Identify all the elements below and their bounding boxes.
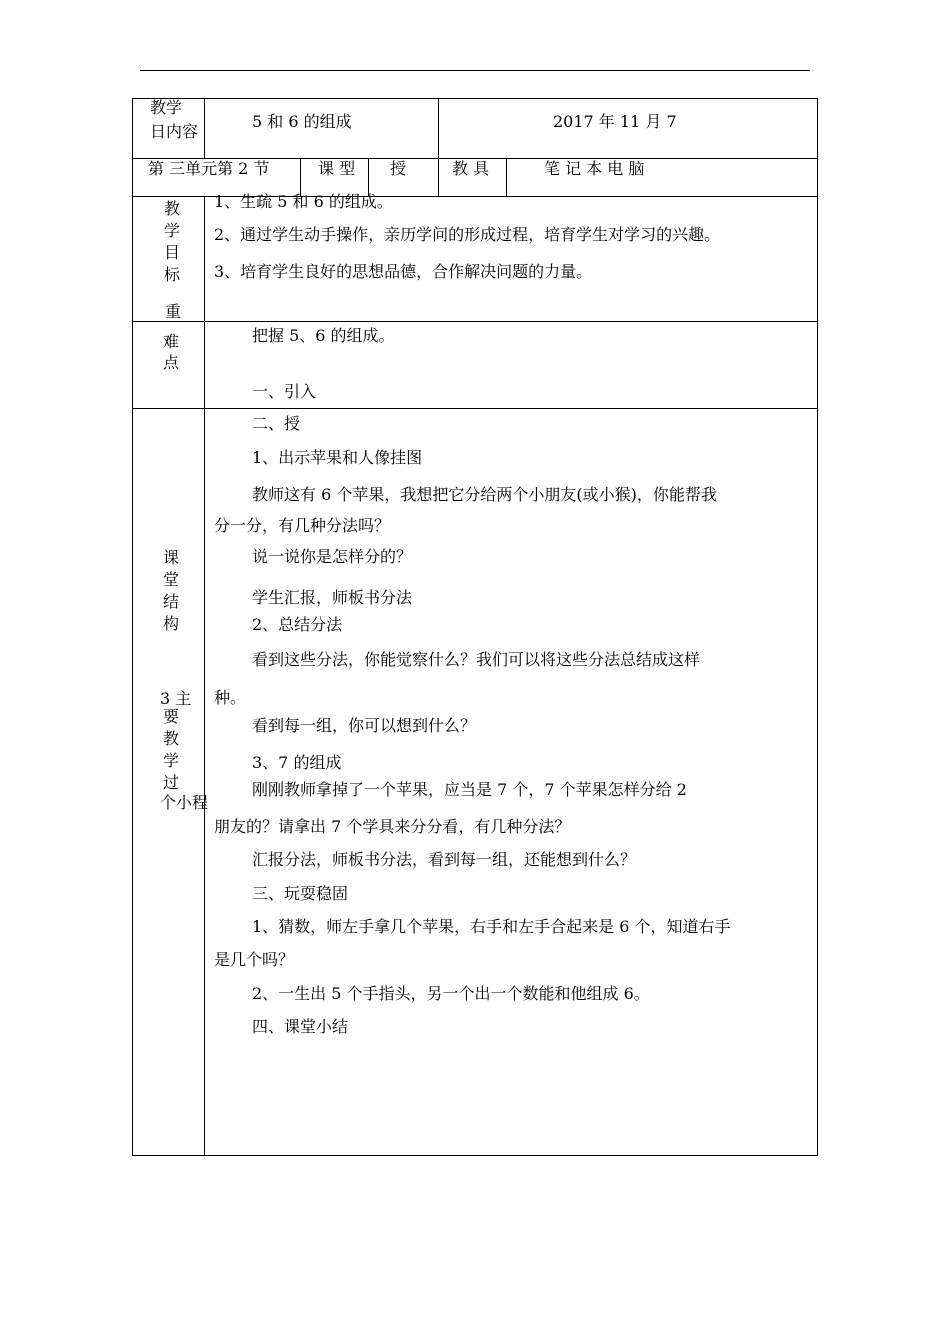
lesson-line-19: 四、课堂小结 — [252, 1017, 349, 1036]
lesson-line-15: 三、玩耍稳固 — [252, 884, 349, 903]
teaching-content-label-2: 日内容 — [150, 122, 199, 141]
date-column-divider — [438, 98, 439, 158]
page-top-rule — [140, 70, 810, 71]
lesson-line-4: 分一分，有几种分法吗？ — [214, 516, 391, 535]
objective-item-3: 3、培育学生良好的思想品德，合作解决问题的力量。 — [214, 262, 593, 281]
lesson-line-5: 说一说你是怎样分的？ — [252, 547, 413, 566]
main-process-label-1: 3 主 — [160, 689, 192, 708]
row-divider-4 — [132, 408, 818, 409]
lesson-line-8: 看到这些分法，你能觉察什么？我们可以将这些分法总结成这样 — [252, 650, 701, 669]
table-border-right — [817, 98, 818, 1156]
lesson-line-2: 1、出示苹果和人像挂图 — [252, 448, 423, 467]
lesson-line-13: 朋友的？请拿出 7 个学具来分分看，有几种分法？ — [214, 817, 571, 836]
class-type-label: 课 型 — [318, 159, 356, 178]
lesson-topic: 5 和 6 的组成 — [252, 112, 352, 131]
lesson-line-17: 是几个吗？ — [214, 950, 295, 969]
lesson-line-12: 刚刚教师拿掉了一个苹果，应当是 7 个，7 个苹果怎样分给 2 — [252, 780, 687, 799]
main-process-label-last: 个小程 — [160, 793, 209, 812]
lesson-date: 2017 年 11 月 7 — [553, 112, 677, 131]
label-column-divider-top — [204, 98, 205, 158]
info-divider-4 — [506, 158, 507, 196]
info-divider-3 — [438, 158, 439, 196]
teaching-content-label-1: 教学 — [150, 98, 183, 117]
intro-heading: 一、引入 — [252, 382, 317, 401]
label-column-divider — [204, 196, 205, 1156]
keypoints-label-1: 重 — [165, 302, 182, 321]
lesson-line-6: 学生汇报，师板书分法 — [252, 588, 413, 607]
teaching-tools-value: 笔 记 本 电 脑 — [544, 159, 645, 178]
unit-label: 第 三单元第 2 节 — [148, 159, 270, 178]
objective-item-1: 1、生疏 5 和 6 的组成。 — [214, 192, 393, 211]
keypoints-label-2: 难 — [163, 332, 180, 351]
teaching-tools-label: 教 具 — [452, 159, 490, 178]
lesson-line-3: 教师这有 6 个苹果，我想把它分给两个小朋友(或小猴)，你能帮我 — [252, 485, 717, 504]
info-divider-1 — [300, 158, 301, 196]
lesson-line-9: 种。 — [214, 688, 247, 707]
lesson-structure-label: 课 堂 结 构 — [162, 548, 179, 633]
main-process-label: 要 教 学 过 — [162, 707, 179, 792]
lesson-line-18: 2、一生出 5 个手指头，另一个出一个数能和他组成 6。 — [252, 984, 650, 1003]
lesson-line-1: 二、授 — [252, 414, 301, 433]
table-border-left — [132, 98, 133, 1156]
keypoints-label-3: 点 — [163, 353, 180, 372]
objective-item-2: 2、通过学生动手操作，亲历学问的形成过程，培育学生对学习的兴趣。 — [214, 225, 721, 244]
lesson-line-16: 1、猜数，师左手拿几个苹果，右手和左手合起来是 6 个，知道右手 — [252, 917, 731, 936]
row-divider-3 — [132, 321, 818, 322]
lesson-line-11: 3、7 的组成 — [252, 753, 342, 772]
lesson-line-14: 汇报分法，师板书分法，看到每一组，还能想到什么？ — [252, 850, 637, 869]
lesson-line-7: 2、总结分法 — [252, 615, 343, 634]
keypoints-text: 把握 5、6 的组成。 — [252, 326, 395, 345]
class-type-value: 授 — [390, 159, 407, 178]
table-border-top — [132, 98, 818, 99]
objectives-label: 教 学 目 标 — [163, 199, 180, 284]
table-border-bottom — [132, 1155, 818, 1156]
info-divider-2 — [368, 158, 369, 196]
lesson-line-10: 看到每一组，你可以想到什么？ — [252, 716, 477, 735]
